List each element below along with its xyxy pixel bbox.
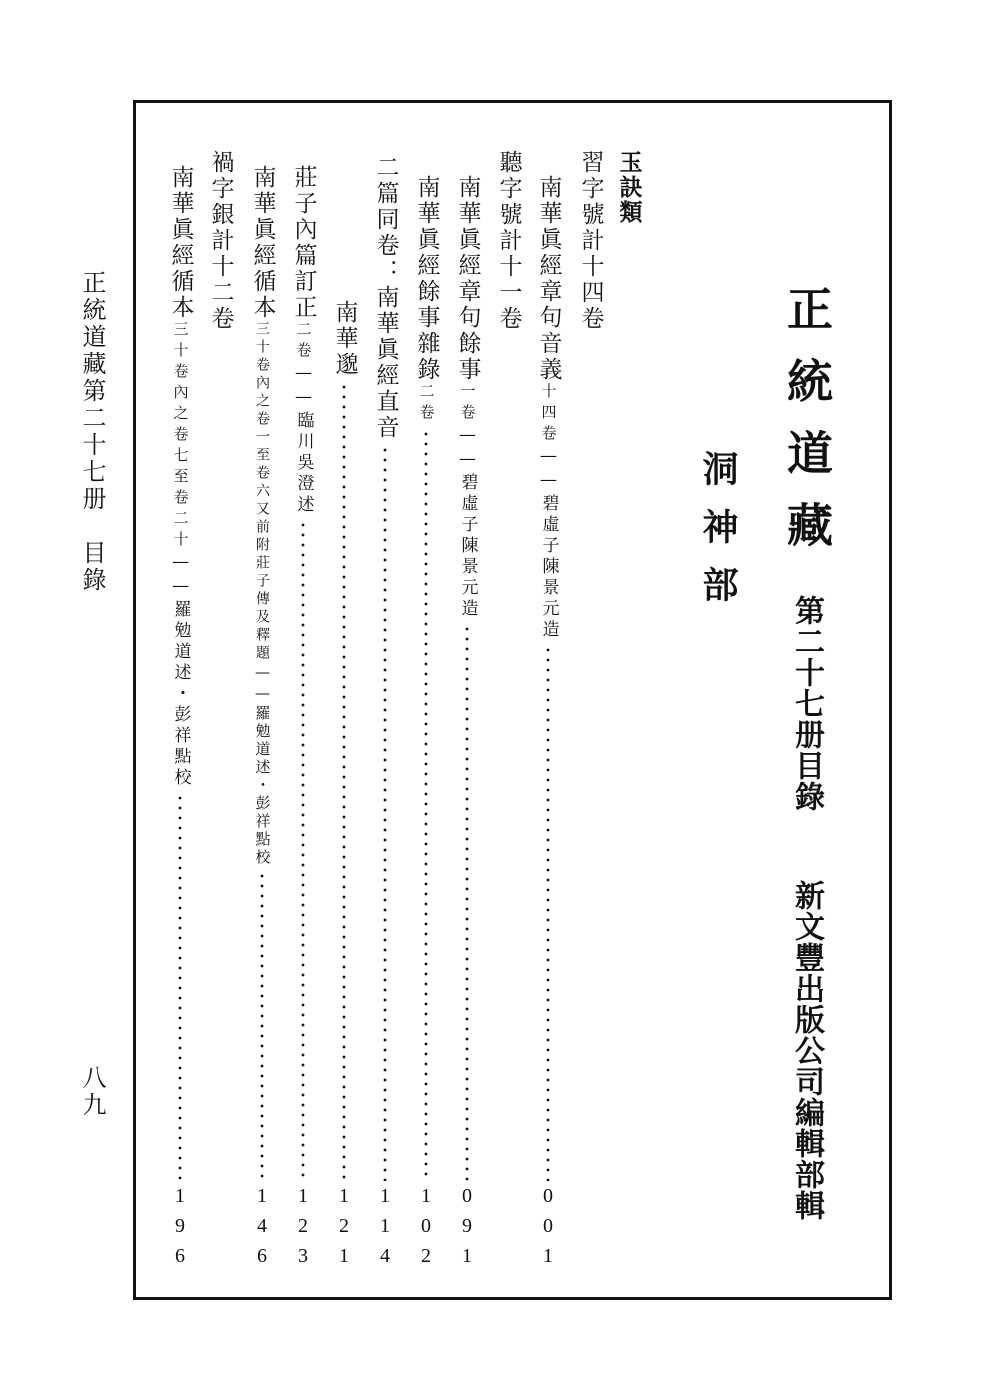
leader-dots [383, 445, 387, 1181]
entry-author: ——碧虛子陳景元造 [457, 425, 478, 620]
entry-author: ——碧虛子陳景元造 [538, 446, 559, 641]
section-title: 洞神部 [697, 450, 738, 624]
leader-dots [260, 871, 264, 1181]
leader-dots [424, 429, 428, 1181]
entry-title: 南華眞經章句音義 [535, 175, 562, 383]
entry-note: 十四卷 [539, 383, 558, 446]
entry-title: 南華眞經章句餘事 [454, 175, 481, 383]
entry-title: 二篇同卷：南華眞經直音 [372, 155, 399, 441]
running-title: 正統道藏第二十七册 目錄 [78, 270, 106, 594]
main-title: 正統道藏 [780, 285, 834, 573]
volume-title: 第二十七册目錄 [789, 595, 824, 812]
page-number: 八九 [78, 1065, 106, 1119]
entry-page: 114 [374, 1185, 396, 1275]
entry-page: 102 [415, 1185, 437, 1275]
toc-entry [533, 175, 563, 1275]
leader-dots [178, 793, 182, 1181]
volume-heading-ting: 聽字號計十一卷 [495, 150, 522, 332]
entry-title: 莊子內篇訂正 [290, 165, 317, 321]
entry-title: 南華眞經循本 [167, 165, 194, 321]
entry-page: 001 [537, 1185, 559, 1275]
leader-dots [301, 520, 305, 1181]
entry-author: ——羅勉道述・彭祥點校 [253, 663, 272, 867]
entry-page: 196 [169, 1185, 191, 1275]
toc-entry [452, 175, 482, 1275]
entry-title: 南華眞經餘事雜錄 [413, 175, 440, 383]
entry-title: 南華邈 [331, 300, 358, 378]
toc-entry [288, 165, 318, 1275]
toc-entry [247, 165, 277, 1275]
entry-page: 146 [251, 1185, 273, 1275]
toc-entry [370, 155, 400, 1275]
entry-note: 一卷 [458, 383, 477, 425]
toc-entry [411, 175, 441, 1275]
volume-heading-xi: 習字號計十四卷 [577, 150, 604, 332]
entry-note: 三十卷內之卷一至卷六又前附莊子傳及釋題 [254, 321, 270, 663]
entry-note: 三十卷內之卷七至卷二十 [171, 321, 190, 552]
entry-note: 二卷 [294, 321, 313, 363]
volume-heading-huo: 禍字銀計十二卷 [207, 150, 234, 332]
entry-page: 091 [456, 1185, 478, 1275]
leader-dots [546, 645, 550, 1181]
category-heading: 玉訣類 [615, 150, 642, 225]
toc-entry [165, 165, 195, 1275]
leader-dots [465, 624, 469, 1181]
entry-title: 南華眞經循本 [249, 165, 276, 321]
toc-entry [329, 300, 359, 1275]
entry-note: 二卷 [417, 383, 436, 425]
leader-dots [342, 382, 346, 1181]
entry-author: ——臨川吳澄述 [293, 363, 314, 516]
entry-author: ——羅勉道述・彭祥點校 [170, 552, 191, 789]
entry-page: 123 [292, 1185, 314, 1275]
entry-page: 121 [333, 1185, 355, 1275]
publisher: 新文豐出版公司編輯部輯 [789, 880, 824, 1221]
